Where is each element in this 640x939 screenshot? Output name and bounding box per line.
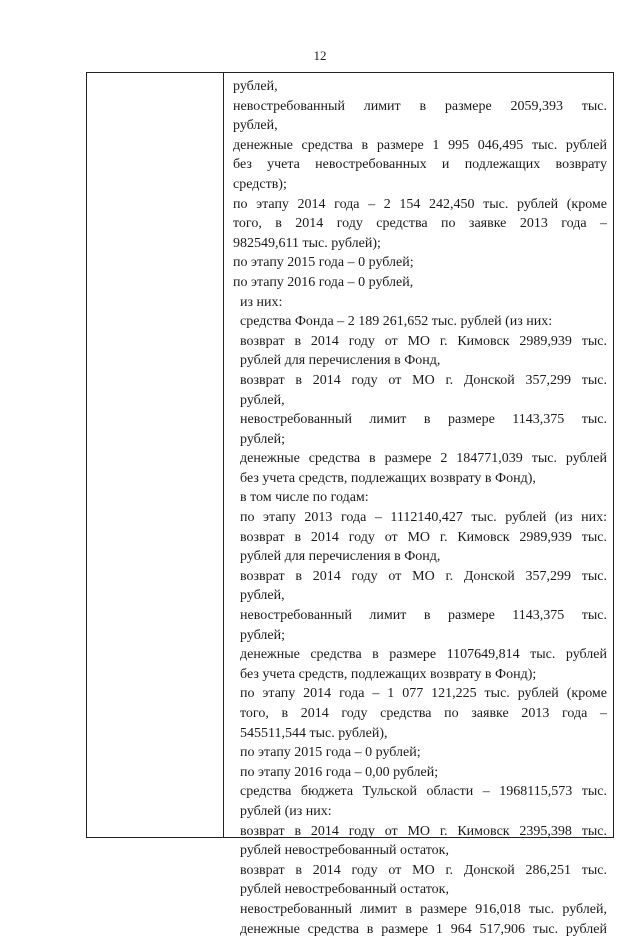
text-line: рублей (из них: (240, 803, 332, 819)
text-line: 545511,544 тыс. рублей), (240, 725, 388, 741)
text-line: по этапу 2015 года – 0 рублей; (240, 745, 421, 761)
text-line: по этапу 2015 года – 0 рублей; (233, 255, 414, 271)
text-line: денежные средства в размере 1 964 517,906 тыс. рублей (240, 921, 607, 937)
text-line: того, в 2014 году средства по заявке 2013 года – (233, 216, 607, 232)
text-line: возврат в 2014 году от МО г. Донской 357,299 тыс. (240, 372, 607, 388)
document-table (86, 72, 614, 937)
text-line: невостребованный лимит в размере 1143,375 тыс. (240, 412, 607, 428)
text-line: рублей, (233, 118, 278, 134)
text-line: возврат в 2014 году от МО г. Кимовск 2989,939 тыс. (240, 333, 607, 349)
text-line: по этапу 2013 года – 1112140,427 тыс. рублей (из них: (240, 510, 607, 526)
text-line: рублей, (233, 79, 278, 94)
text-line: в том числе по годам: (240, 490, 369, 506)
text-line: денежные средства в размере 2 184771,039 тыс. рублей (240, 451, 607, 467)
text-line: без учета невостребованных и подлежащих возврату (233, 157, 607, 173)
text-line: рублей; (240, 431, 285, 447)
text-line: 982549,611 тыс. рублей); (233, 235, 381, 251)
text-line: рублей для перечисления в Фонд, (240, 549, 441, 565)
text-line: невостребованный лимит в размере 1143,375 тыс. (240, 608, 607, 624)
text-line: денежные средства в размере 1 995 046,495 тыс. рублей (233, 137, 607, 153)
text-line: средства Фонда – 2 189 261,652 тыс. рублей (из них: (240, 314, 553, 330)
text-line: возврат в 2014 году от МО г. Донской 286,251 тыс. (240, 862, 607, 878)
column-divider (223, 73, 224, 837)
text-line: возврат в 2014 году от МО г. Донской 357,299 тыс. (240, 568, 607, 584)
text-line: рублей невостребованный остаток, (240, 882, 449, 898)
text-line: по этапу 2014 года – 2 154 242,450 тыс. рублей (кроме (233, 196, 607, 212)
text-line: из них: (240, 294, 283, 310)
text-line: рублей для перечисления в Фонд, (240, 353, 441, 369)
text-line: рублей невостребованный остаток, (240, 843, 449, 859)
text-line: рублей; (240, 627, 285, 643)
text-line: возврат в 2014 году от МО г. Кимовск 2989,939 тыс. (240, 529, 607, 545)
text-line: по этапу 2014 года – 1 077 121,225 тыс. рублей (кроме (240, 686, 607, 702)
text-line: по этапу 2016 года – 0 рублей, (233, 274, 414, 290)
text-line: рублей, (240, 588, 285, 604)
text-line: средства бюджета Тульской области – 1968115,573 тыс. (240, 784, 607, 800)
text-line: без учета средств, подлежащих возврату в Фонд); (240, 666, 537, 682)
text-line: средств); (233, 176, 287, 192)
text-line: по этапу 2016 года – 0,00 рублей; (240, 764, 439, 780)
page-number: 12 (313, 48, 327, 63)
text-line: того, в 2014 году средства по заявке 2013 года – (240, 706, 607, 721)
text-line: денежные средства в размере 1107649,814 тыс. рублей (240, 647, 607, 663)
text-line: без учета средств, подлежащих возврату в Фонд), (240, 470, 536, 486)
text-line: невостребованный лимит в размере 916,018 тыс. рублей, (240, 901, 607, 917)
table-cell-text (233, 77, 607, 939)
text-line: невостребованный лимит в размере 2059,393 тыс. (233, 98, 607, 114)
text-line: рублей, (240, 392, 285, 408)
text-line: возврат в 2014 году от МО г. Кимовск 2395,398 тыс. (240, 823, 607, 839)
